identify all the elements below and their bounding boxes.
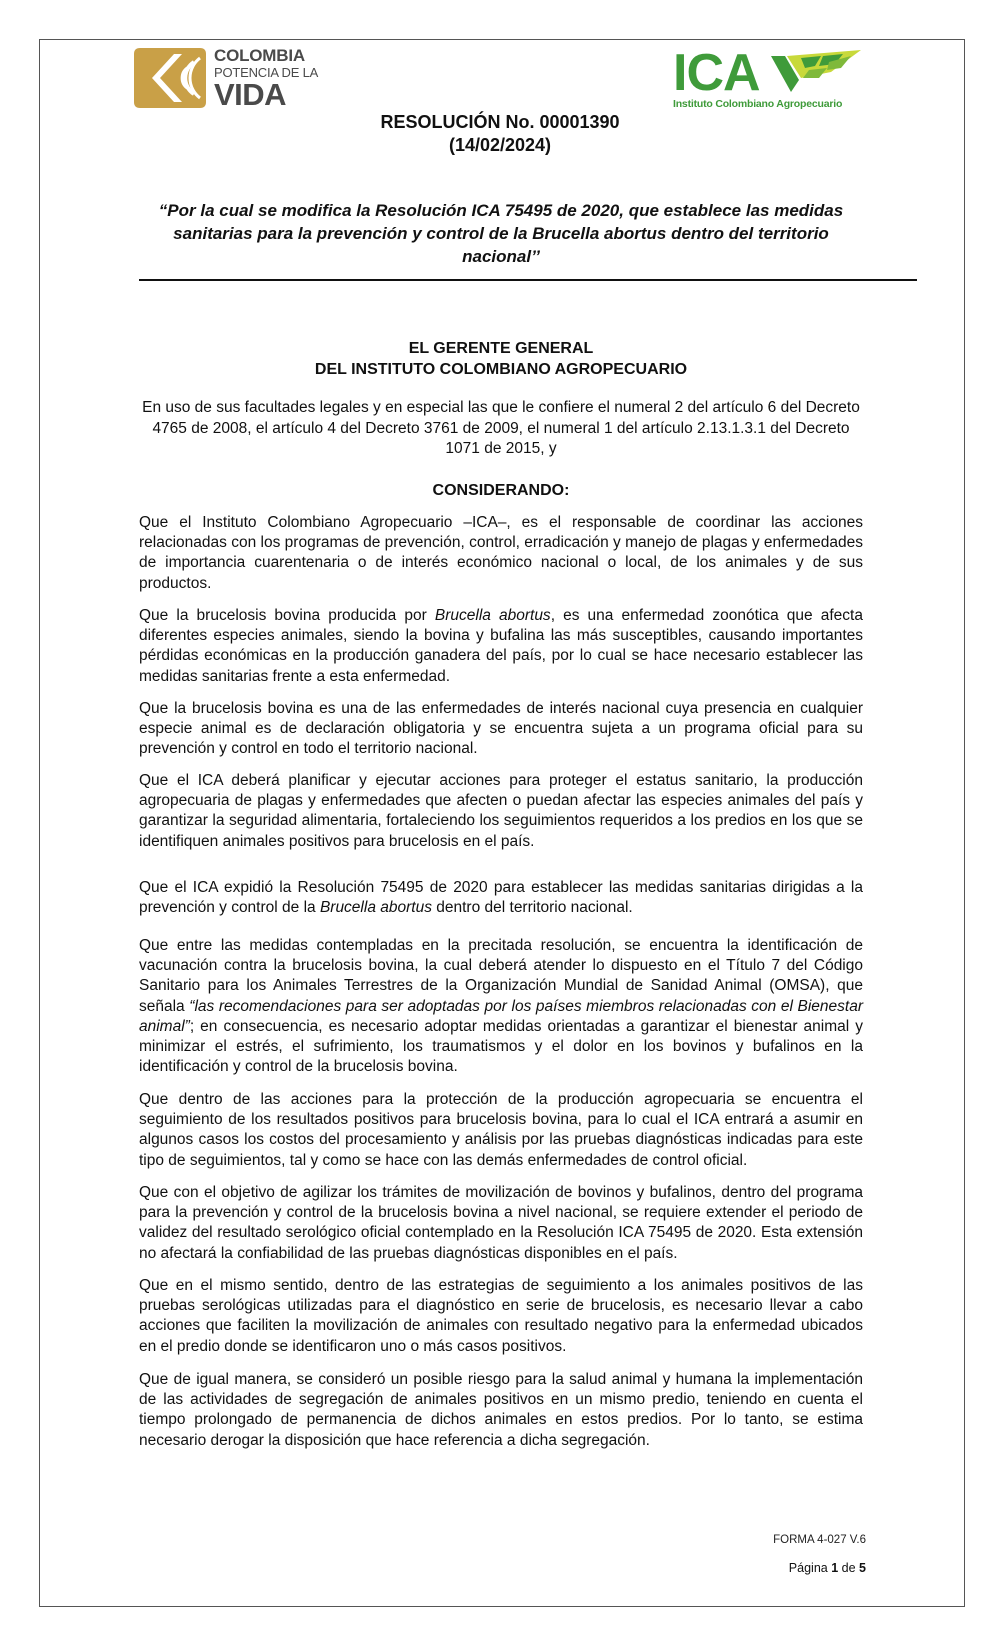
species-name: Brucella abortus xyxy=(434,607,551,624)
considerando-heading: CONSIDERANDO: xyxy=(432,482,570,499)
resolution-date: (14/02/2024) xyxy=(448,135,552,155)
colombia-emblem-icon xyxy=(130,46,210,110)
heading-instituto: DEL INSTITUTO COLOMBIANO AGROPECUARIO xyxy=(314,361,688,378)
ica-logo xyxy=(673,44,863,114)
logo-line-potencia: POTENCIA DE LA xyxy=(214,65,319,80)
considerando-paragraph-6 xyxy=(139,936,863,1077)
quoted-text: “las recomendaciones para ser adoptadas por los países miembros relacionadas con el Bienestar animal” xyxy=(139,997,864,1035)
considerando-paragraph-9: Que en el mismo sentido, dentro de las estrategias de seguimiento a los animales positivos de las pruebas serológicas utilizadas para el diagnóstico en serie de brucelosis, es necesario llevar a cabo acciones que faciliten la movilización de animales con resultado negativo para la enfermedad ubicados en el predio donde se identificaron uno o más casos positivos. xyxy=(139,1277,863,1355)
page-of: de xyxy=(841,1561,856,1575)
title-divider xyxy=(139,279,917,281)
ica-logo-word: ICA xyxy=(673,44,760,102)
considerando-paragraph-7: Que dentro de las acciones para la protección de la producción agropecuaria se encuentra el seguimiento de los resultados positivos para brucelosis bovina, para lo cual el ICA entrará a asumir en algunos casos los costos del procesamiento y análisis por las pruebas diagnósticas indicadas para este tipo de seguimientos, tal y como se hace con las demás enfermedades de control oficial. xyxy=(139,1091,863,1169)
species-name: Brucella abortus xyxy=(319,899,432,917)
resolution-subject: “Por la cual se modifica la Resolución ICA 75495 de 2020, que establece las medidas sanitarias para la prevención y control de la Brucella abortus dentro del territorio nacional’’ xyxy=(158,201,844,266)
considerando-paragraph-1: Que el Instituto Colombiano Agropecuario –ICA–, es el responsable de coordinar las acciones relacionadas con los programas de prevención, control, erradicación y manejo de plagas y enfermedades de importancia cuarentenaria o de interés económico nacional o local, de los animales y de sus productos. xyxy=(139,514,863,592)
page-number xyxy=(700,1561,866,1575)
logo-line-vida: VIDA xyxy=(214,77,287,112)
paragraph-text: , es una enfermedad zoonótica que afecta diferentes especies animales, siendo la bovina y bufalina las más susceptibles, causando importantes pérdidas económicas en la producción ganadera del país, por lo cual se hace necesario establecer las medidas sanitarias frente a esta enfermedad. xyxy=(139,607,863,685)
resolution-number: RESOLUCIÓN No. 00001390 xyxy=(380,112,620,132)
considerando-paragraph-8: Que con el objetivo de agilizar los trámites de movilización de bovinos y bufalinos, dentro del programa para la prevención y control de la brucelosis bovina a nivel nacional, se requiere extender el periodo de validez del resultado serológico oficial contemplado en la Resolución ICA 75495 de 2020. Esta extensión no afectará la confiabilidad de las pruebas diagnósticas disponibles en el país. xyxy=(139,1184,863,1262)
considerando-paragraph-4: Que el ICA deberá planificar y ejecutar acciones para proteger el estatus sanitario, la producción agropecuaria de plagas y enfermedades que afecten o puedan afectar las especies animales del país y garantizar la seguridad alimentaria, fortaleciendo los seguimientos requeridos a los predios en los que se identifiquen animales positivos para brucelosis en el país. xyxy=(139,772,863,850)
considerando-paragraph-5 xyxy=(139,878,863,918)
page-total: 5 xyxy=(859,1561,866,1575)
paragraph-text: Que la brucelosis bovina producida por xyxy=(139,607,435,624)
intro-paragraph: En uso de sus facultades legales y en especial las que le confiere el numeral 2 del artículo 6 del Decreto 4765 de 2008, el artículo 4 del Decreto 3761 de 2009, el numeral 1 del artículo 2.13.1.3.1 del Decreto 1071 de 2015, y xyxy=(142,399,860,457)
paragraph-text: ; en consecuencia, es necesario adoptar medidas orientadas a garantizar el bienestar animal y minimizar el estrés, el sufrimiento, los traumatismos y el dolor en los bovinos y bufalinos en la identificación y control de la brucelosis bovina. xyxy=(139,1017,863,1076)
considerando-paragraph-10: Que de igual manera, se consideró un posible riesgo para la salud animal y humana la implementación de las actividades de segregación de animales positivos en un mismo predio, teniendo en cuenta el tiempo prolongado de permanencia de dichos animales en estos predios. Por lo tanto, se estima necesario derogar la disposición que hace referencia a dicha segregación. xyxy=(139,1371,863,1449)
paragraph-text: Que entre las medidas contempladas en la precitada resolución, se encuentra la identificación de vacunación contra la brucelosis bovina, la cual deberá atender lo dispuesto en el Título 7 del Código Sanitario para los Animales Terrestres de la Organización Mundial de Sanidad Animal (OMSA), que señala xyxy=(139,937,863,1015)
paragraph-text: dentro del territorio nacional. xyxy=(431,899,633,917)
considerando-paragraph-2 xyxy=(139,606,863,687)
paragraph-text: Que el ICA expidió la Resolución 75495 de 2020 para establecer las medidas sanitarias dirigidas a la prevención y control de la xyxy=(139,879,863,917)
heading-gerente: EL GERENTE GENERAL xyxy=(408,340,594,357)
logo-line-colombia: COLOMBIA xyxy=(214,46,305,65)
page-current: 1 xyxy=(831,1561,839,1575)
colombia-logo xyxy=(130,46,320,114)
colombia-logo-text xyxy=(214,46,324,110)
page-label: Página xyxy=(788,1561,828,1575)
form-code: FORMA 4-027 V.6 xyxy=(773,1534,866,1546)
considerando-paragraph-3: Que la brucelosis bovina es una de las enfermedades de interés nacional cuya presencia en cualquier especie animal es de declaración obligatoria y se encuentra sujeta a un programa oficial para su prevención y control en todo el territorio nacional. xyxy=(139,700,863,758)
ica-logo-subtitle: Instituto Colombiano Agropecuario xyxy=(673,98,843,110)
ica-leaf-icon xyxy=(771,50,861,94)
